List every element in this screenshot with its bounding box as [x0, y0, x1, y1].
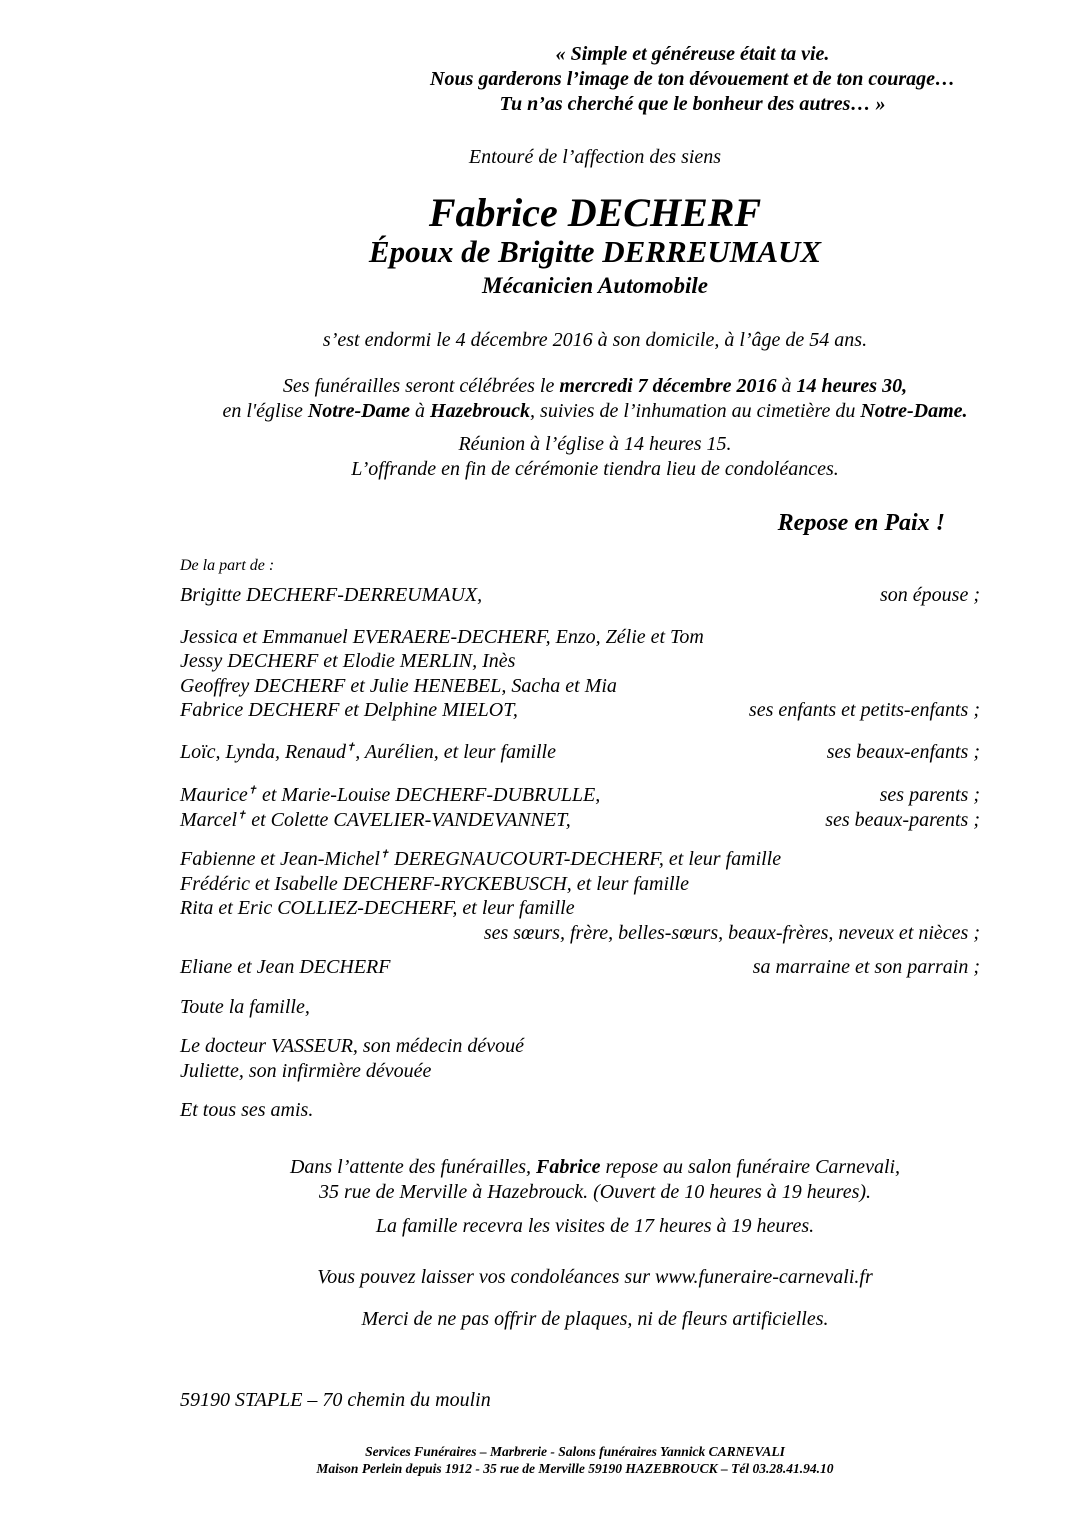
funeral-text: , suivies de l’inhumation au cimetière du	[530, 400, 861, 422]
deceased-cross-icon: ✝	[237, 808, 247, 821]
funeral-text: à	[410, 400, 431, 422]
family-member: Rita et Eric COLLIEZ-DECHERF, et leur famille	[180, 897, 575, 919]
funeral-home-footer	[180, 1443, 970, 1477]
relation-label: sa marraine et son parrain ;	[752, 956, 980, 978]
member-names: Maurice	[180, 784, 248, 806]
nurse-line: Juliette, son infirmière dévouée	[180, 1059, 432, 1082]
member-names: et Colette CAVELIER-VANDEVANNET,	[246, 808, 571, 831]
repose-location	[180, 1155, 1010, 1205]
family-row-inlaws	[180, 808, 1010, 833]
member-names: Loïc, Lynda, Renaud	[180, 740, 347, 763]
family-group-parents	[180, 783, 1010, 832]
deceased-cross-icon: ✝	[247, 784, 257, 797]
ceremony-info	[180, 432, 1010, 482]
intro-line: Entouré de l’affection des siens	[468, 146, 722, 168]
member-names: Marcel	[180, 808, 238, 831]
attente-text: Dans l’attente des funérailles,	[289, 1155, 537, 1178]
family-row-spouse	[180, 583, 1010, 608]
attente-line-1	[180, 1155, 1010, 1180]
relation-label: ses parents ;	[879, 784, 980, 806]
deceased-cross-icon: ✝	[346, 740, 356, 753]
family-member: Jessica et Emmanuel EVERAERE-DECHERF, Enzo, Zélie et Tom	[180, 625, 704, 648]
funeral-line-1	[180, 374, 1010, 399]
attente-line-2: 35 rue de Merville à Hazebrouck. (Ouvert de 10 heures à 19 heures).	[318, 1180, 872, 1203]
death-notice: s’est endormi le 4 décembre 2016 à son domicile, à l’âge de 54 ans.	[322, 328, 868, 351]
deceased-profession: Mécanicien Automobile	[482, 272, 708, 298]
family-member: Fabrice DECHERF et Delphine MIELOT,	[180, 699, 518, 721]
member-names: et Marie-Louise DECHERF-DUBRULLE,	[256, 784, 601, 806]
family-row-stepchildren	[180, 740, 1010, 765]
cemetery-name: Notre-Dame.	[860, 400, 968, 422]
city-name: Hazebrouck	[430, 400, 531, 422]
offrande-line: L’offrande en fin de cérémonie tiendra lieu de condoléances.	[351, 458, 839, 480]
member-names: , Aurélien, et leur famille	[355, 740, 556, 763]
family-member: Eliane et Jean DECHERF	[180, 956, 391, 978]
family-member: Geoffrey DECHERF et Julie HENEBEL, Sacha et Mia	[180, 674, 617, 697]
family-intro: De la part de :	[180, 557, 275, 574]
funeral-text: à	[776, 375, 797, 397]
member-names: DEREGNAUCOURT-DECHERF, et leur famille	[389, 848, 782, 870]
relation-label: ses sœurs, frère, belles-sœurs, beaux-frères, neveux et nièces ;	[483, 921, 980, 944]
doctor-line: Le docteur VASSEUR, son médecin dévoué	[180, 1035, 524, 1057]
deceased-first-name: Fabrice	[536, 1155, 601, 1178]
funeral-details	[180, 374, 1010, 424]
visiting-hours: La famille recevra les visites de 17 heures à 19 heures.	[375, 1214, 815, 1237]
friends-line: Et tous ses amis.	[180, 1099, 314, 1121]
funeral-line-2	[180, 399, 1010, 424]
relation-label: ses enfants et petits-enfants ;	[748, 699, 980, 721]
deceased-cross-icon: ✝	[379, 848, 390, 861]
footer-line-1: Services Funéraires – Marbrerie - Salons funéraires Yannick CARNEVALI	[365, 1443, 785, 1459]
epitaph-quote	[380, 42, 1005, 117]
family-row	[180, 698, 1010, 723]
family-member: Frédéric et Isabelle DECHERF-RYCKEBUSCH, et leur famille	[180, 872, 689, 895]
family-member	[180, 783, 600, 808]
family-group-children	[180, 625, 1010, 723]
church-name: Notre-Dame	[307, 400, 411, 422]
home-address: 59190 STAPLE – 70 chemin du moulin	[180, 1389, 491, 1411]
quote-line-1: « Simple et généreuse était ta vie.	[555, 43, 830, 65]
quote-line-2: Nous garderons l’image de ton dévouement et de ton courage…	[430, 68, 955, 90]
funeral-date: mercredi 7 décembre 2016	[559, 375, 777, 397]
no-flowers-line: Merci de ne pas offrir de plaques, ni de fleurs artificielles.	[361, 1307, 829, 1330]
caregivers-group	[180, 1034, 1010, 1083]
relation-label: ses beaux-enfants ;	[826, 740, 980, 763]
family-member	[180, 847, 1010, 872]
rest-in-peace: Repose en Paix !	[777, 510, 945, 536]
condolences-website-line: Vous pouvez laisser vos condoléances sur www.funeraire-carnevali.fr	[317, 1266, 873, 1288]
funeral-text: Ses funérailles seront célébrées le	[282, 375, 560, 397]
relation-label: son épouse ;	[880, 584, 980, 606]
funeral-text: en l'église	[222, 400, 308, 422]
attente-text: repose au salon funéraire Carnevali,	[600, 1155, 901, 1178]
footer-line-2: Maison Perlein depuis 1912 - 35 rue de Merville 59190 HAZEBROUCK – Tél 03.28.41.94.10	[316, 1460, 834, 1476]
family-row-godparents	[180, 955, 1010, 980]
whole-family-line: Toute la famille,	[180, 995, 310, 1018]
deceased-name: Fabrice DECHERF	[428, 189, 762, 235]
quote-line-3: Tu n’as cherché que le bonheur des autres… »	[499, 93, 886, 115]
relation-label: ses beaux-parents ;	[825, 808, 980, 831]
family-member	[180, 808, 571, 833]
funeral-time: 14 heures 30,	[796, 375, 908, 397]
reunion-line: Réunion à l’église à 14 heures 15.	[458, 433, 732, 455]
family-row-parents	[180, 783, 1010, 808]
deceased-spouse-line: Époux de Brigitte DERREUMAUX	[368, 233, 822, 269]
family-member: Brigitte DECHERF-DERREUMAUX,	[180, 584, 483, 606]
member-names: Fabienne et Jean-Michel	[180, 848, 380, 870]
family-group-siblings	[180, 847, 1010, 945]
announcement-body	[180, 145, 1010, 1413]
family-member	[180, 740, 556, 765]
family-member: Jessy DECHERF et Elodie MERLIN, Inès	[180, 650, 516, 672]
